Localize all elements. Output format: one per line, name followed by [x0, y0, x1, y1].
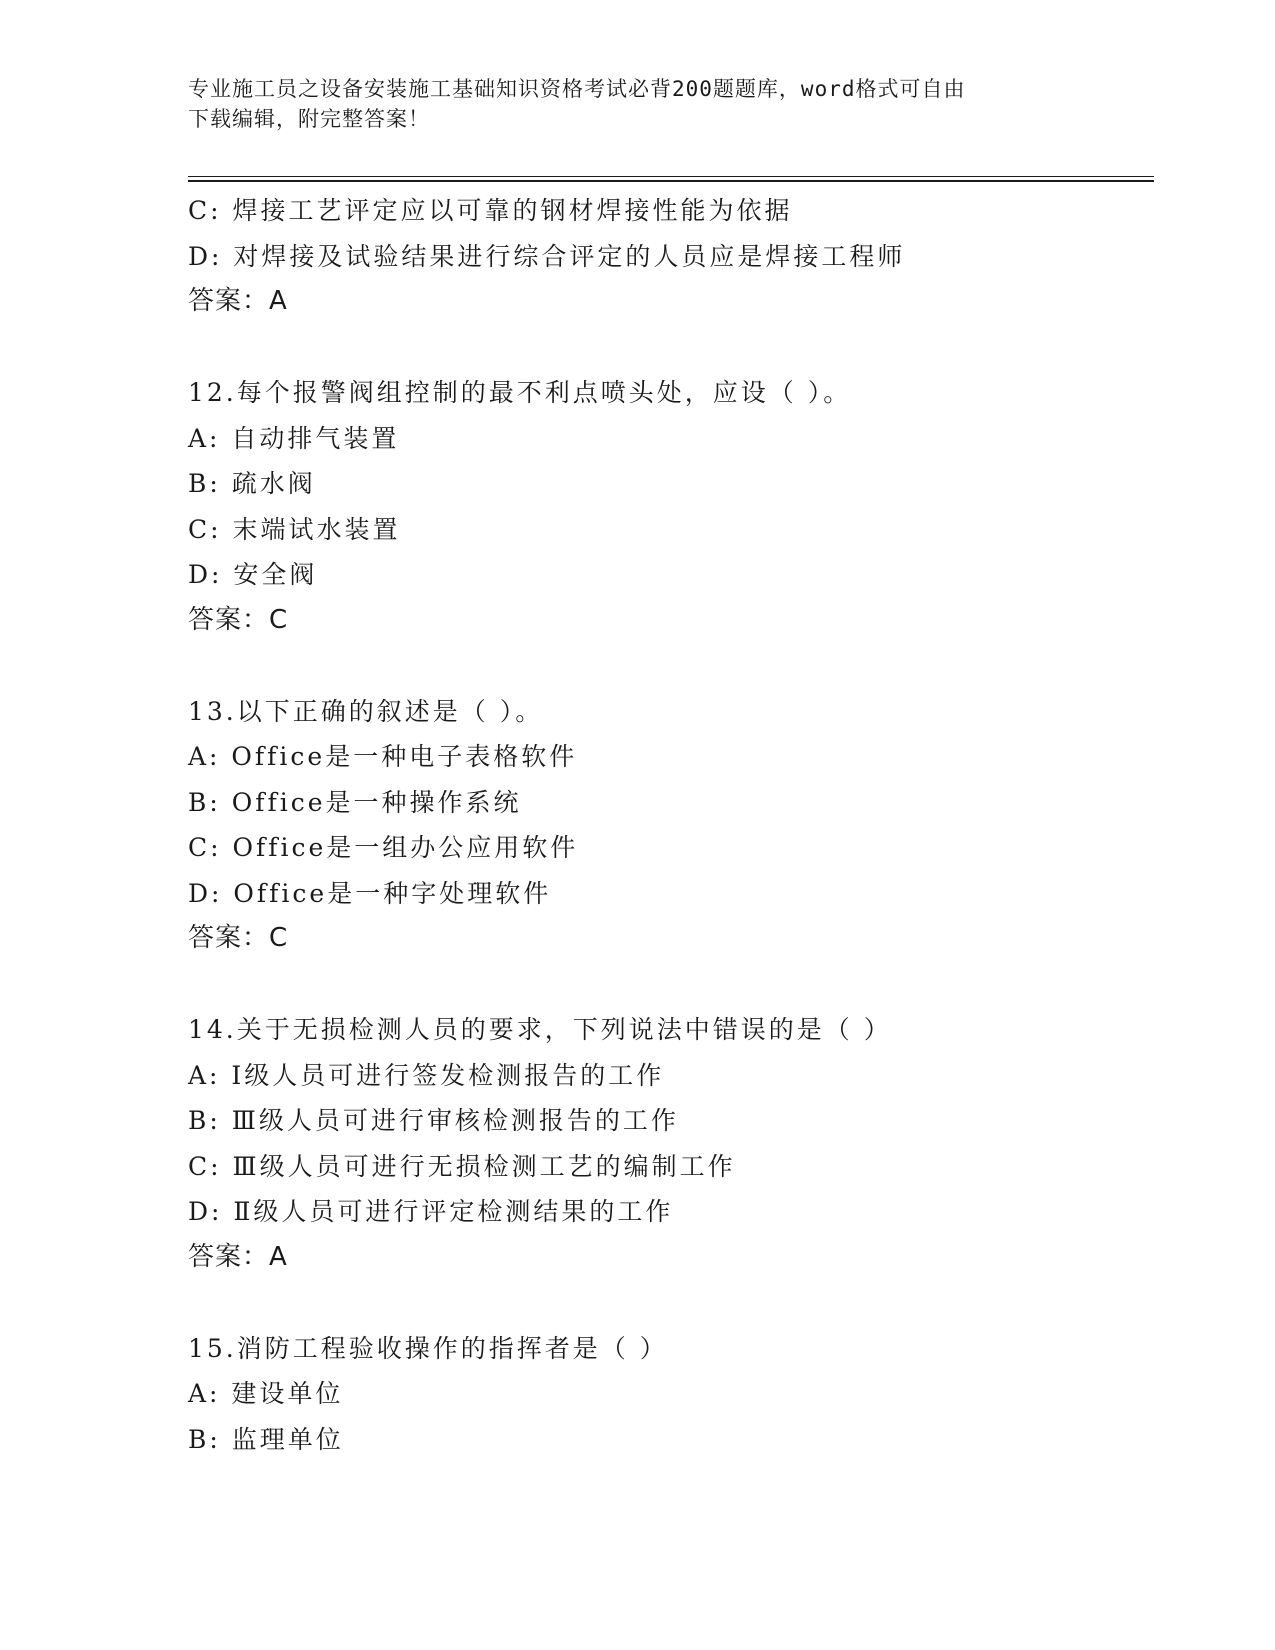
question-stem: 13.以下正确的叙述是（ ）。: [188, 696, 544, 726]
option-c: C: 焊接工艺评定应以可靠的钢材焊接性能为依据: [188, 196, 793, 225]
header-line-2: 下载编辑，附完整答案！: [188, 107, 430, 131]
option-a: A: Ⅰ级人员可进行签发检测报告的工作: [188, 1060, 665, 1090]
option-b: B: Ⅲ级人员可进行审核检测报告的工作: [188, 1106, 679, 1135]
option-c: C: Ⅲ级人员可进行无损检测工艺的编制工作: [188, 1151, 736, 1181]
question-stem: 14.关于无损检测人员的要求，下列说法中错误的是（ ）: [188, 1015, 892, 1044]
question-11-continued: [188, 188, 1148, 325]
question-12: [188, 370, 1148, 643]
header-rule-thin: [188, 176, 1154, 177]
header-line-1: 专业施工员之设备安装施工基础知识资格考试必背200题题库，word格式可自由: [188, 77, 966, 101]
option-d: D: 安全阀: [188, 560, 318, 589]
question-stem: 15.消防工程验收操作的指挥者是（ ）: [188, 1333, 668, 1363]
question-15: [188, 1326, 1148, 1463]
answer-text: 答案：C: [188, 923, 289, 953]
option-b: B: 疏水阀: [188, 469, 316, 498]
option-b: B: 监理单位: [188, 1424, 344, 1454]
option-c: C: 末端试水装置: [188, 514, 401, 544]
document-header: [188, 74, 1088, 134]
question-13: [188, 689, 1148, 962]
answer-text: 答案：C: [188, 604, 289, 635]
option-a: A: Office是一种电子表格软件: [188, 742, 578, 771]
header-rule-thick: [188, 180, 1154, 182]
option-d: D: Ⅱ级人员可进行评定检测结果的工作: [188, 1197, 674, 1226]
answer-text: 答案：A: [188, 286, 288, 316]
option-d: D: 对焊接及试验结果进行综合评定的人员应是焊接工程师: [188, 241, 906, 271]
question-stem: 12.每个报警阀组控制的最不利点喷头处，应设（ ）。: [188, 378, 852, 407]
option-c: C: Office是一组办公应用软件: [188, 833, 579, 862]
option-b: B: Office是一种操作系统: [188, 787, 522, 817]
option-a: A: 自动排气装置: [188, 423, 400, 453]
question-14: [188, 1007, 1148, 1280]
option-a: A: 建设单位: [188, 1379, 344, 1408]
answer-text: 答案：A: [188, 1241, 288, 1272]
option-d: D: Office是一种字处理软件: [188, 878, 552, 908]
question-list: [188, 188, 1148, 1462]
